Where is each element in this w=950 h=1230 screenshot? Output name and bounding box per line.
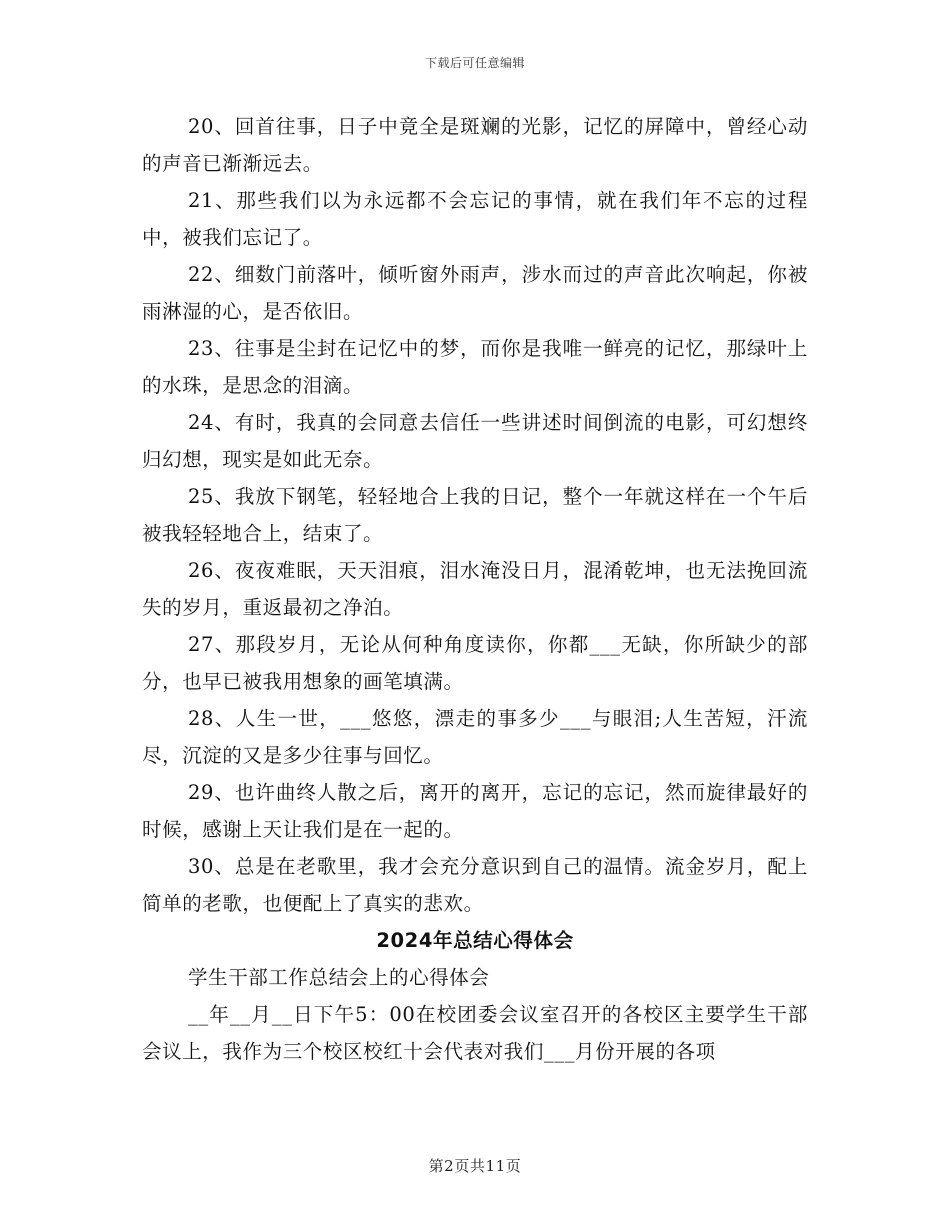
paragraph-22: 22、细数门前落叶，倾听窗外雨声，涉水而过的声音此次响起，你被雨淋湿的心，是否依旧。 xyxy=(142,263,808,323)
section-body: __年__月__日下午5：00在校团委会议室召开的各校区主要学生干部会议上，我作为三个校区校红十会代表对我们___月份开展的各项 xyxy=(142,1003,808,1063)
paragraph-29: 29、也许曲终人散之后，离开的离开，忘记的忘记，然而旋律最好的时候，感谢上天让我们是在一起的。 xyxy=(142,781,808,841)
paragraph-27: 27、那段岁月，无论从何种角度读你，你都___无缺，你所缺少的部分，也早已被我用想象的画笔填满。 xyxy=(142,633,808,693)
document-body xyxy=(142,108,808,1070)
paragraph-23: 23、往事是尘封在记忆中的梦，而你是我唯一鲜亮的记忆，那绿叶上的水珠，是思念的泪滴。 xyxy=(142,337,808,397)
paragraph-20: 20、回首往事，日子中竟全是斑斓的光影，记忆的屏障中，曾经心动的声音已渐渐远去。 xyxy=(142,115,808,175)
paragraph-25: 25、我放下钢笔，轻轻地合上我的日记，整个一年就这样在一个午后被我轻轻地合上，结束了。 xyxy=(142,485,808,545)
paragraph-28: 28、人生一世，___悠悠，漂走的事多少___与眼泪;人生苦短，汗流尽，沉淀的又是多少往事与回忆。 xyxy=(142,707,808,767)
section-title: 2024年总结心得体会 xyxy=(376,929,574,952)
header-note: 下载后可任意编辑 xyxy=(424,56,525,70)
paragraph-26: 26、夜夜难眠，天天泪痕，泪水淹没日月，混淆乾坤，也无法挽回流失的岁月，重返最初之净泊。 xyxy=(142,559,808,619)
paragraph-24: 24、有时，我真的会同意去信任一些讲述时间倒流的电影，可幻想终归幻想，现实是如此无奈。 xyxy=(142,411,808,471)
paragraph-30: 30、总是在老歌里，我才会充分意识到自己的温情。流金岁月，配上简单的老歌，也便配上了真实的悲欢。 xyxy=(142,855,808,915)
section-subtitle: 学生干部工作总结会上的心得体会 xyxy=(188,966,490,989)
paragraph-21: 21、那些我们以为永远都不会忘记的事情，就在我们年不忘的过程中，被我们忘记了。 xyxy=(142,189,808,249)
page-number: 第2页共11页 xyxy=(428,1157,522,1175)
